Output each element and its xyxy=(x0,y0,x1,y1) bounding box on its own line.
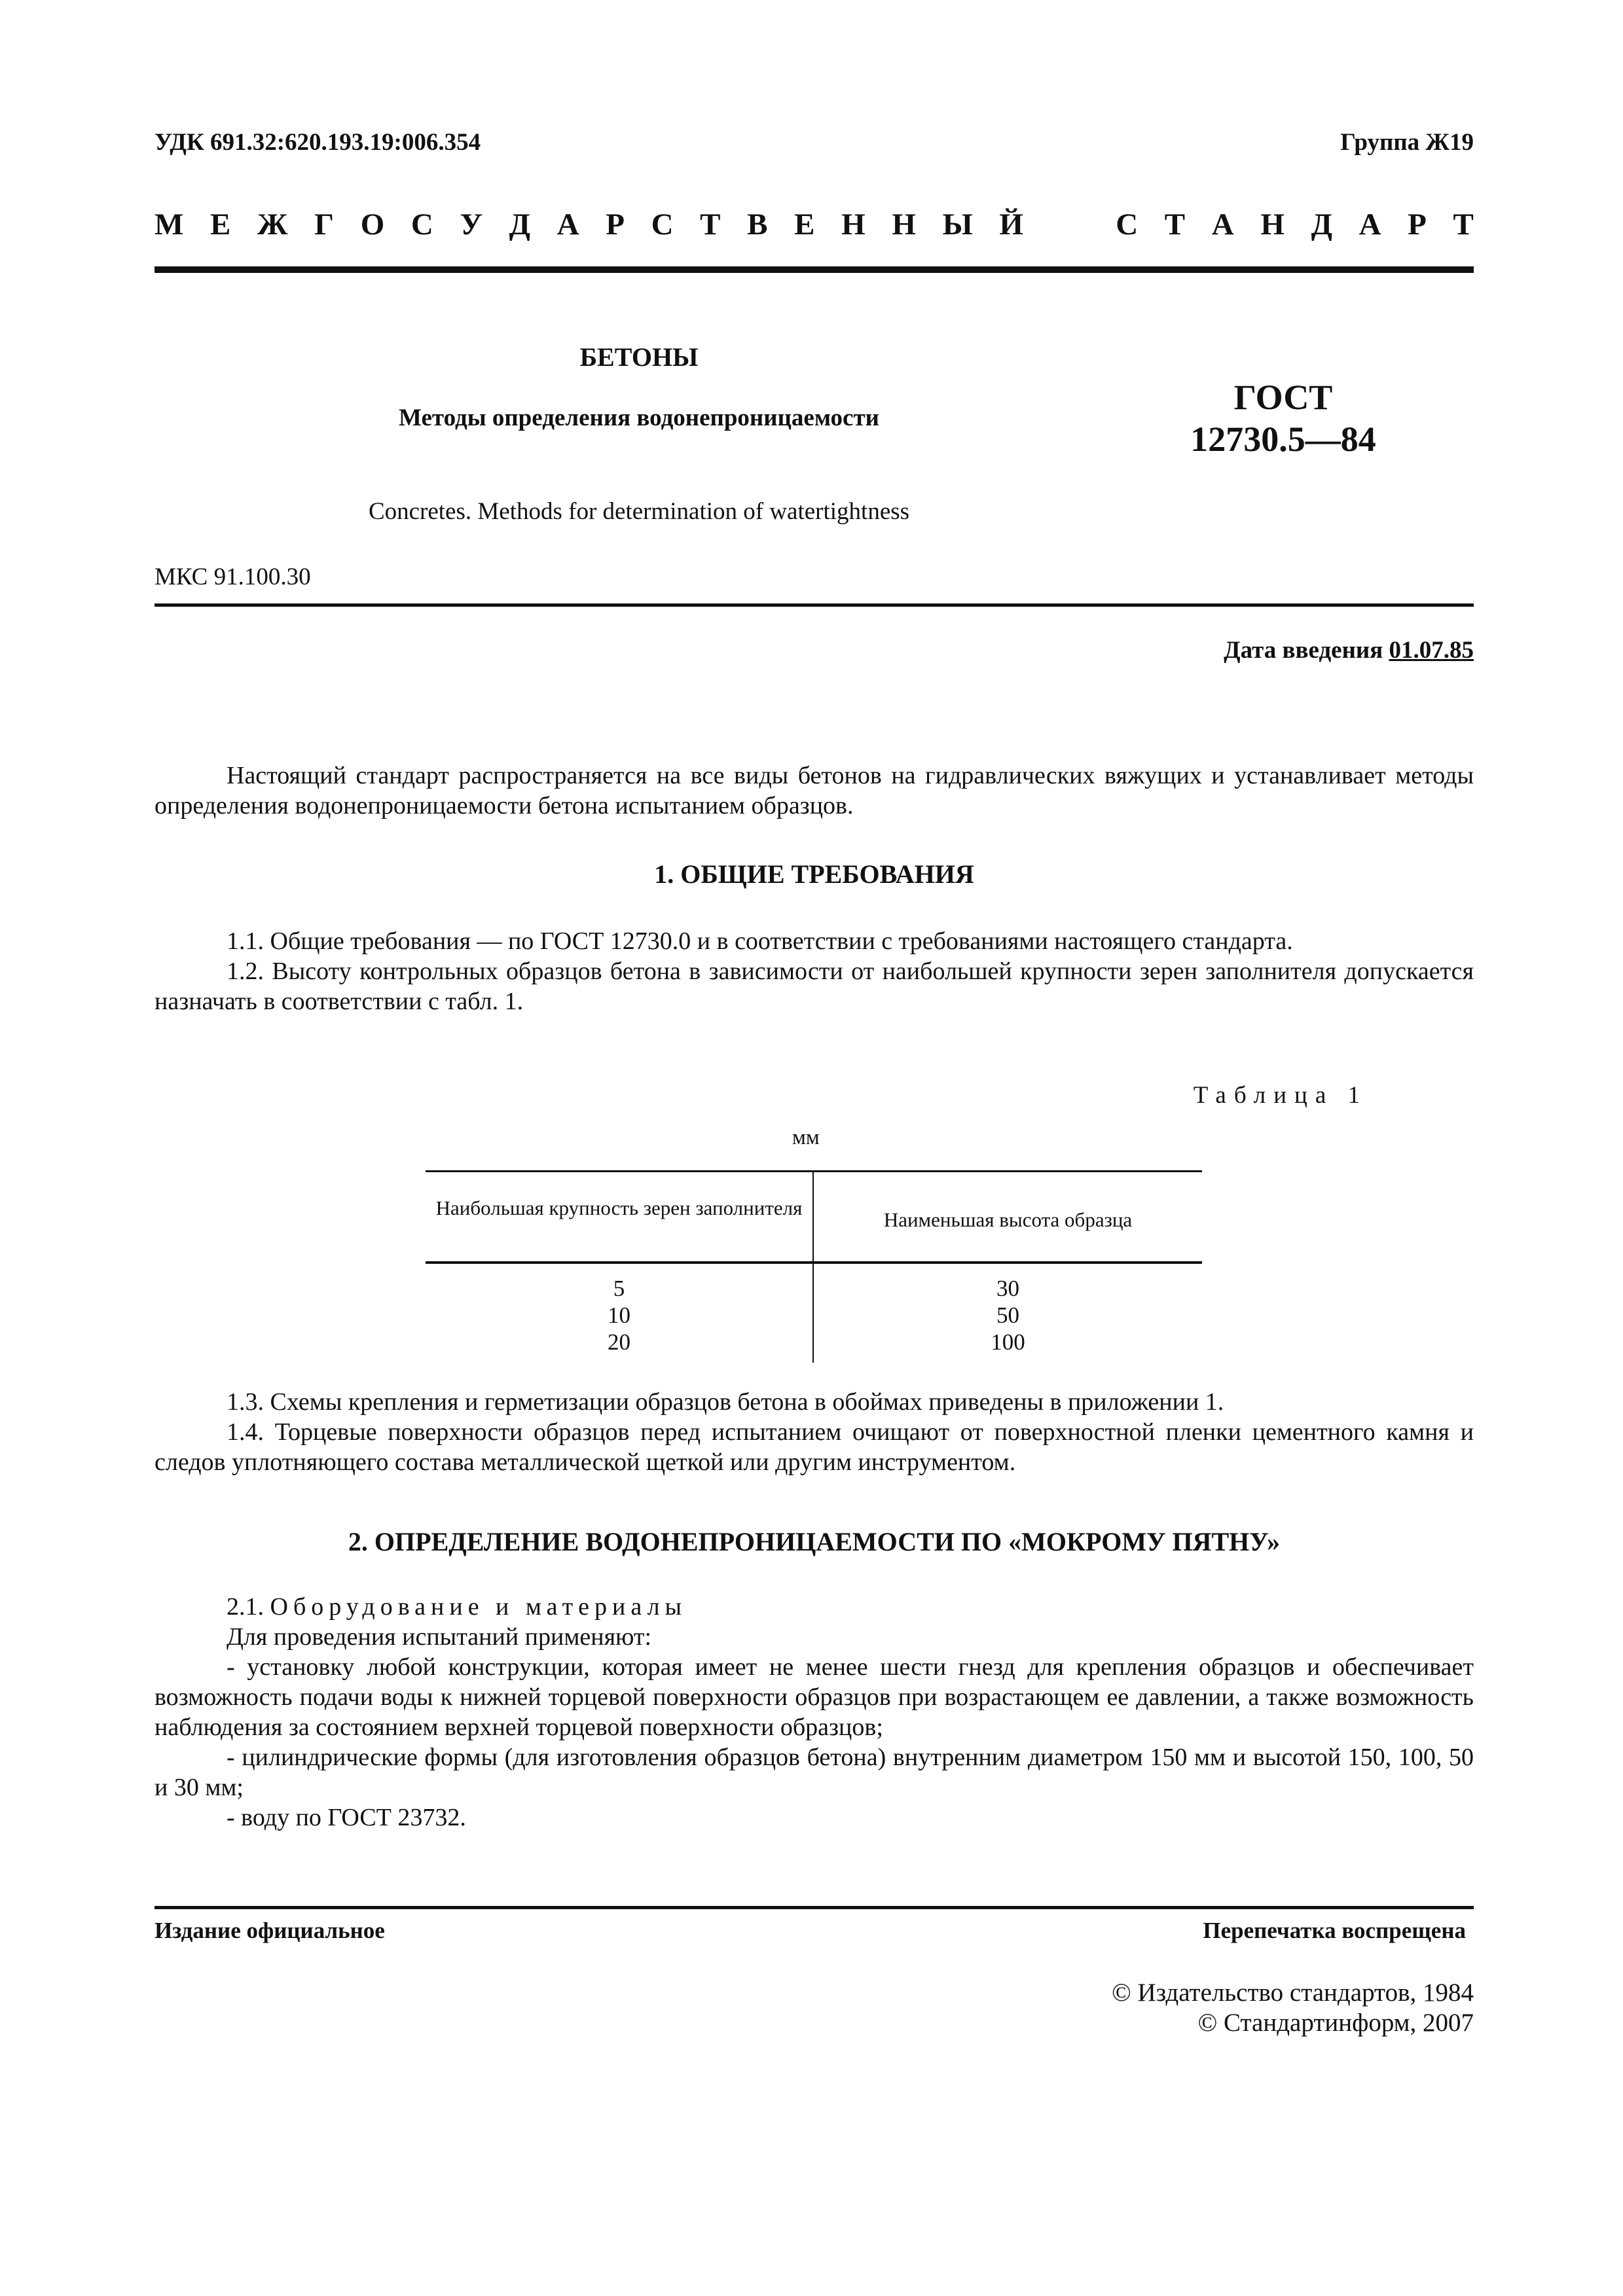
table-cell-height: 30 xyxy=(996,1276,1019,1301)
table-cell-height: 100 xyxy=(991,1329,1025,1355)
section-2-heading: 2. ОПРЕДЕЛЕНИЕ ВОДОНЕПРОНИЦАЕМОСТИ ПО «МОКРОМУ ПЯТНУ» xyxy=(348,1527,1281,1556)
gost-designation xyxy=(1172,376,1395,460)
banner-letter: В xyxy=(747,207,768,242)
banner-letter: С xyxy=(1116,207,1139,242)
banner-letter: Н xyxy=(841,207,866,242)
effective-date-label: Дата введения xyxy=(1224,637,1383,664)
clause-1-4: 1.4. Торцевые поверхности образцов перед испытанием очищают от поверхностной пленки цементного камня и следов уплотняющего состава металлической щеткой или другим инструментом. xyxy=(155,1418,1474,1476)
banner-letter: А xyxy=(1211,207,1234,242)
copyright-2007: © Стандартинформ, 2007 xyxy=(1197,2009,1474,2037)
banner-letter: Т xyxy=(700,207,721,242)
table-header-rule xyxy=(426,1261,1202,1264)
table-header-min-height: Наименьшая высота образца xyxy=(883,1208,1133,1231)
banner-letter: Г xyxy=(314,207,335,242)
banner-letter: О xyxy=(360,207,385,242)
banner-letter: Т xyxy=(1164,207,1186,242)
banner-letter: Н xyxy=(1260,207,1285,242)
banner-word-gap xyxy=(1050,207,1089,242)
interstate-standard-banner xyxy=(155,207,1474,242)
mks-code: МКС 91.100.30 xyxy=(155,564,311,590)
table-cell-height: 50 xyxy=(996,1302,1019,1328)
banner-letter: Н xyxy=(892,207,916,242)
clause-1-3: 1.3. Схемы крепления и герметизации образцов бетона в обоймах приведены в приложении 1. xyxy=(227,1388,1224,1416)
banner-letter: У xyxy=(460,207,483,242)
document-title: БЕТОНЫ xyxy=(579,342,699,372)
table-cell-grain: 5 xyxy=(613,1276,625,1301)
banner-letter: Ж xyxy=(257,207,288,242)
section-2-body xyxy=(155,1592,1474,1833)
clause-2-1-number: 2.1. xyxy=(227,1593,264,1621)
official-edition-note: Издание официальное xyxy=(155,1918,385,1943)
table-top-rule xyxy=(426,1170,1202,1172)
banner-rule xyxy=(155,266,1474,273)
section-1-body xyxy=(155,926,1474,1016)
title-rule xyxy=(155,603,1474,607)
effective-date xyxy=(1224,636,1474,664)
intro-paragraph xyxy=(155,761,1474,821)
list-item: - установку любой конструкции, которая имеет не менее шести гнезд для крепления образцов и обеспечивает возможность подачи воды к нижней торцевой поверхности образцов при возрастающем ее давлении, а также возможность наблюдения за состоянием верхней торцевой поверхности образцов; xyxy=(155,1653,1474,1741)
gost-number: 12730.5—84 xyxy=(1190,420,1376,459)
banner-letter: А xyxy=(1359,207,1381,242)
banner-letter: Е xyxy=(210,207,231,242)
copyright-1984: © Издательство стандартов, 1984 xyxy=(1112,1979,1474,2007)
udk-code: УДК 691.32:620.193.19:006.354 xyxy=(155,129,481,156)
banner-letter: М xyxy=(155,207,184,242)
banner-letter: Д xyxy=(509,207,530,242)
table-cell-grain: 20 xyxy=(608,1329,630,1355)
clause-1-1: 1.1. Общие требования — по ГОСТ 12730.0 и в соответствии с требованиями настоящего стандарта. xyxy=(227,927,1293,955)
table-header-grain-size: Наибольшая крупность зерен заполнителя xyxy=(435,1196,803,1219)
section-1-body-cont xyxy=(155,1387,1474,1477)
banner-letter: С xyxy=(651,207,674,242)
intro-text: Настоящий стандарт распространяется на все виды бетонов на гидравлических вяжущих и устанавливает методы определения водонепроницаемости бетона испытанием образцов. xyxy=(155,762,1474,819)
clause-1-2: 1.2. Высоту контрольных образцов бетона в зависимости от наибольшей крупности зерен заполнителя допускается назначать в соответствии с табл. 1. xyxy=(155,958,1474,1015)
english-title: Concretes. Methods for determination of watertightness xyxy=(368,498,910,525)
banner-letter: Ы xyxy=(942,207,973,242)
banner-letter: Д xyxy=(1311,207,1332,242)
footer-rule xyxy=(155,1906,1474,1909)
clause-2-1-title: Оборудование и материалы xyxy=(270,1593,687,1621)
banner-letter: Р xyxy=(606,207,625,242)
banner-letter: А xyxy=(556,207,579,242)
table-1 xyxy=(426,1170,1202,1367)
list-item: - цилиндрические формы (для изготовления образцов бетона) внутренним диаметром 150 мм и высотой 150, 100, 50 и 30 мм; xyxy=(155,1744,1474,1801)
clause-2-1-lead: Для проведения испытаний применяют: xyxy=(227,1623,652,1651)
copyright-block xyxy=(1112,1978,1474,2038)
banner-letter: Й xyxy=(999,207,1023,242)
table-1-unit: мм xyxy=(792,1126,820,1149)
list-item: - воду по ГОСТ 23732. xyxy=(227,1804,466,1831)
banner-letter: Р xyxy=(1408,207,1427,242)
group-code: Группа Ж19 xyxy=(1340,129,1474,156)
reprint-prohibited-note: Перепечатка воспрещена xyxy=(1203,1918,1466,1943)
gost-label: ГОСТ xyxy=(1233,378,1333,417)
clause-2-1 xyxy=(155,1592,1474,1622)
section-1-heading: 1. ОБЩИЕ ТРЕБОВАНИЯ xyxy=(654,859,974,889)
document-subtitle: Методы определения водонепроницаемости xyxy=(399,404,879,431)
table-cell-grain: 10 xyxy=(608,1302,630,1328)
banner-letter: Е xyxy=(794,207,815,242)
effective-date-value: 01.07.85 xyxy=(1389,637,1474,664)
banner-letter: С xyxy=(410,207,433,242)
table-1-caption: Таблица 1 xyxy=(1193,1082,1368,1109)
banner-letter: Т xyxy=(1453,207,1474,242)
